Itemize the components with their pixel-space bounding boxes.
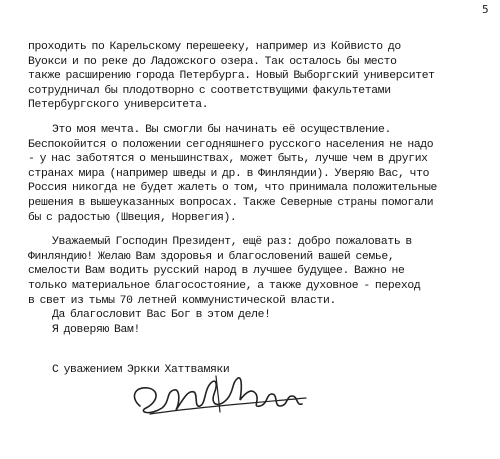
text-line: Россия никогда не будет жалеть о том, что принимала положительные bbox=[28, 182, 437, 195]
paragraph-1 bbox=[28, 40, 496, 113]
text-line: бы с радостью (Швеция, Норвегия). bbox=[28, 211, 237, 224]
page-number: 5 bbox=[482, 3, 489, 16]
text-line: - у нас заботятся о меньшинствах, может быть, лучше чем в других bbox=[28, 153, 428, 166]
text-line: Вуокси и по реке до Ладожского озера. Так осталось бы место bbox=[28, 55, 397, 68]
text-line: также расширению города Петербурга. Новый Выборгский университет bbox=[28, 70, 435, 83]
text-line: сотрудничал бы плодотворно с соответствущими факультетами bbox=[28, 84, 391, 97]
text-line: Это моя мечта. Вы смогли бы начинать её осуществление. bbox=[52, 123, 392, 136]
paragraph-gap bbox=[28, 113, 496, 123]
closing-line: С уважением Эркки Хаттвамяки bbox=[52, 364, 230, 377]
paragraph-2 bbox=[28, 123, 496, 225]
letter-body bbox=[28, 40, 496, 378]
text-line: решения в вышеуказанных вопросах. Также Северные страны помогали bbox=[28, 196, 434, 209]
text-line: смелости Вам водить русский народ в лучшее будущее. Важно не bbox=[28, 265, 405, 278]
paragraph-3 bbox=[28, 235, 496, 308]
text-line: Беспокойится о положении сегодняшнего русского населения не надо bbox=[28, 138, 434, 151]
paragraph-gap bbox=[28, 225, 496, 235]
trust-line: Я доверяю Вам! bbox=[52, 323, 140, 336]
blessing-line: Да благословит Вас Бог в этом деле! bbox=[52, 309, 271, 322]
signature-space bbox=[28, 337, 496, 363]
text-line: Петербургского университета. bbox=[28, 99, 209, 112]
text-line: Уважаемый Господин Президент, ещё раз: добро пожаловать в bbox=[52, 236, 412, 249]
text-line: в свет из тьмы 70 летней коммунистической власти. bbox=[28, 294, 336, 307]
handwritten-signature bbox=[120, 368, 320, 428]
text-line: проходить по Карельскому перешееку, например из Койвисто до bbox=[28, 41, 401, 53]
text-line: странах мира (например шведы и др. в Финляндии). Уверяю Вас, что bbox=[28, 167, 430, 180]
text-line: Финляндию! Желаю Вам здоровья и благословений вашей семье, bbox=[28, 250, 395, 263]
text-line: только материальное благосостояние, а также духовное - переход bbox=[28, 279, 421, 292]
